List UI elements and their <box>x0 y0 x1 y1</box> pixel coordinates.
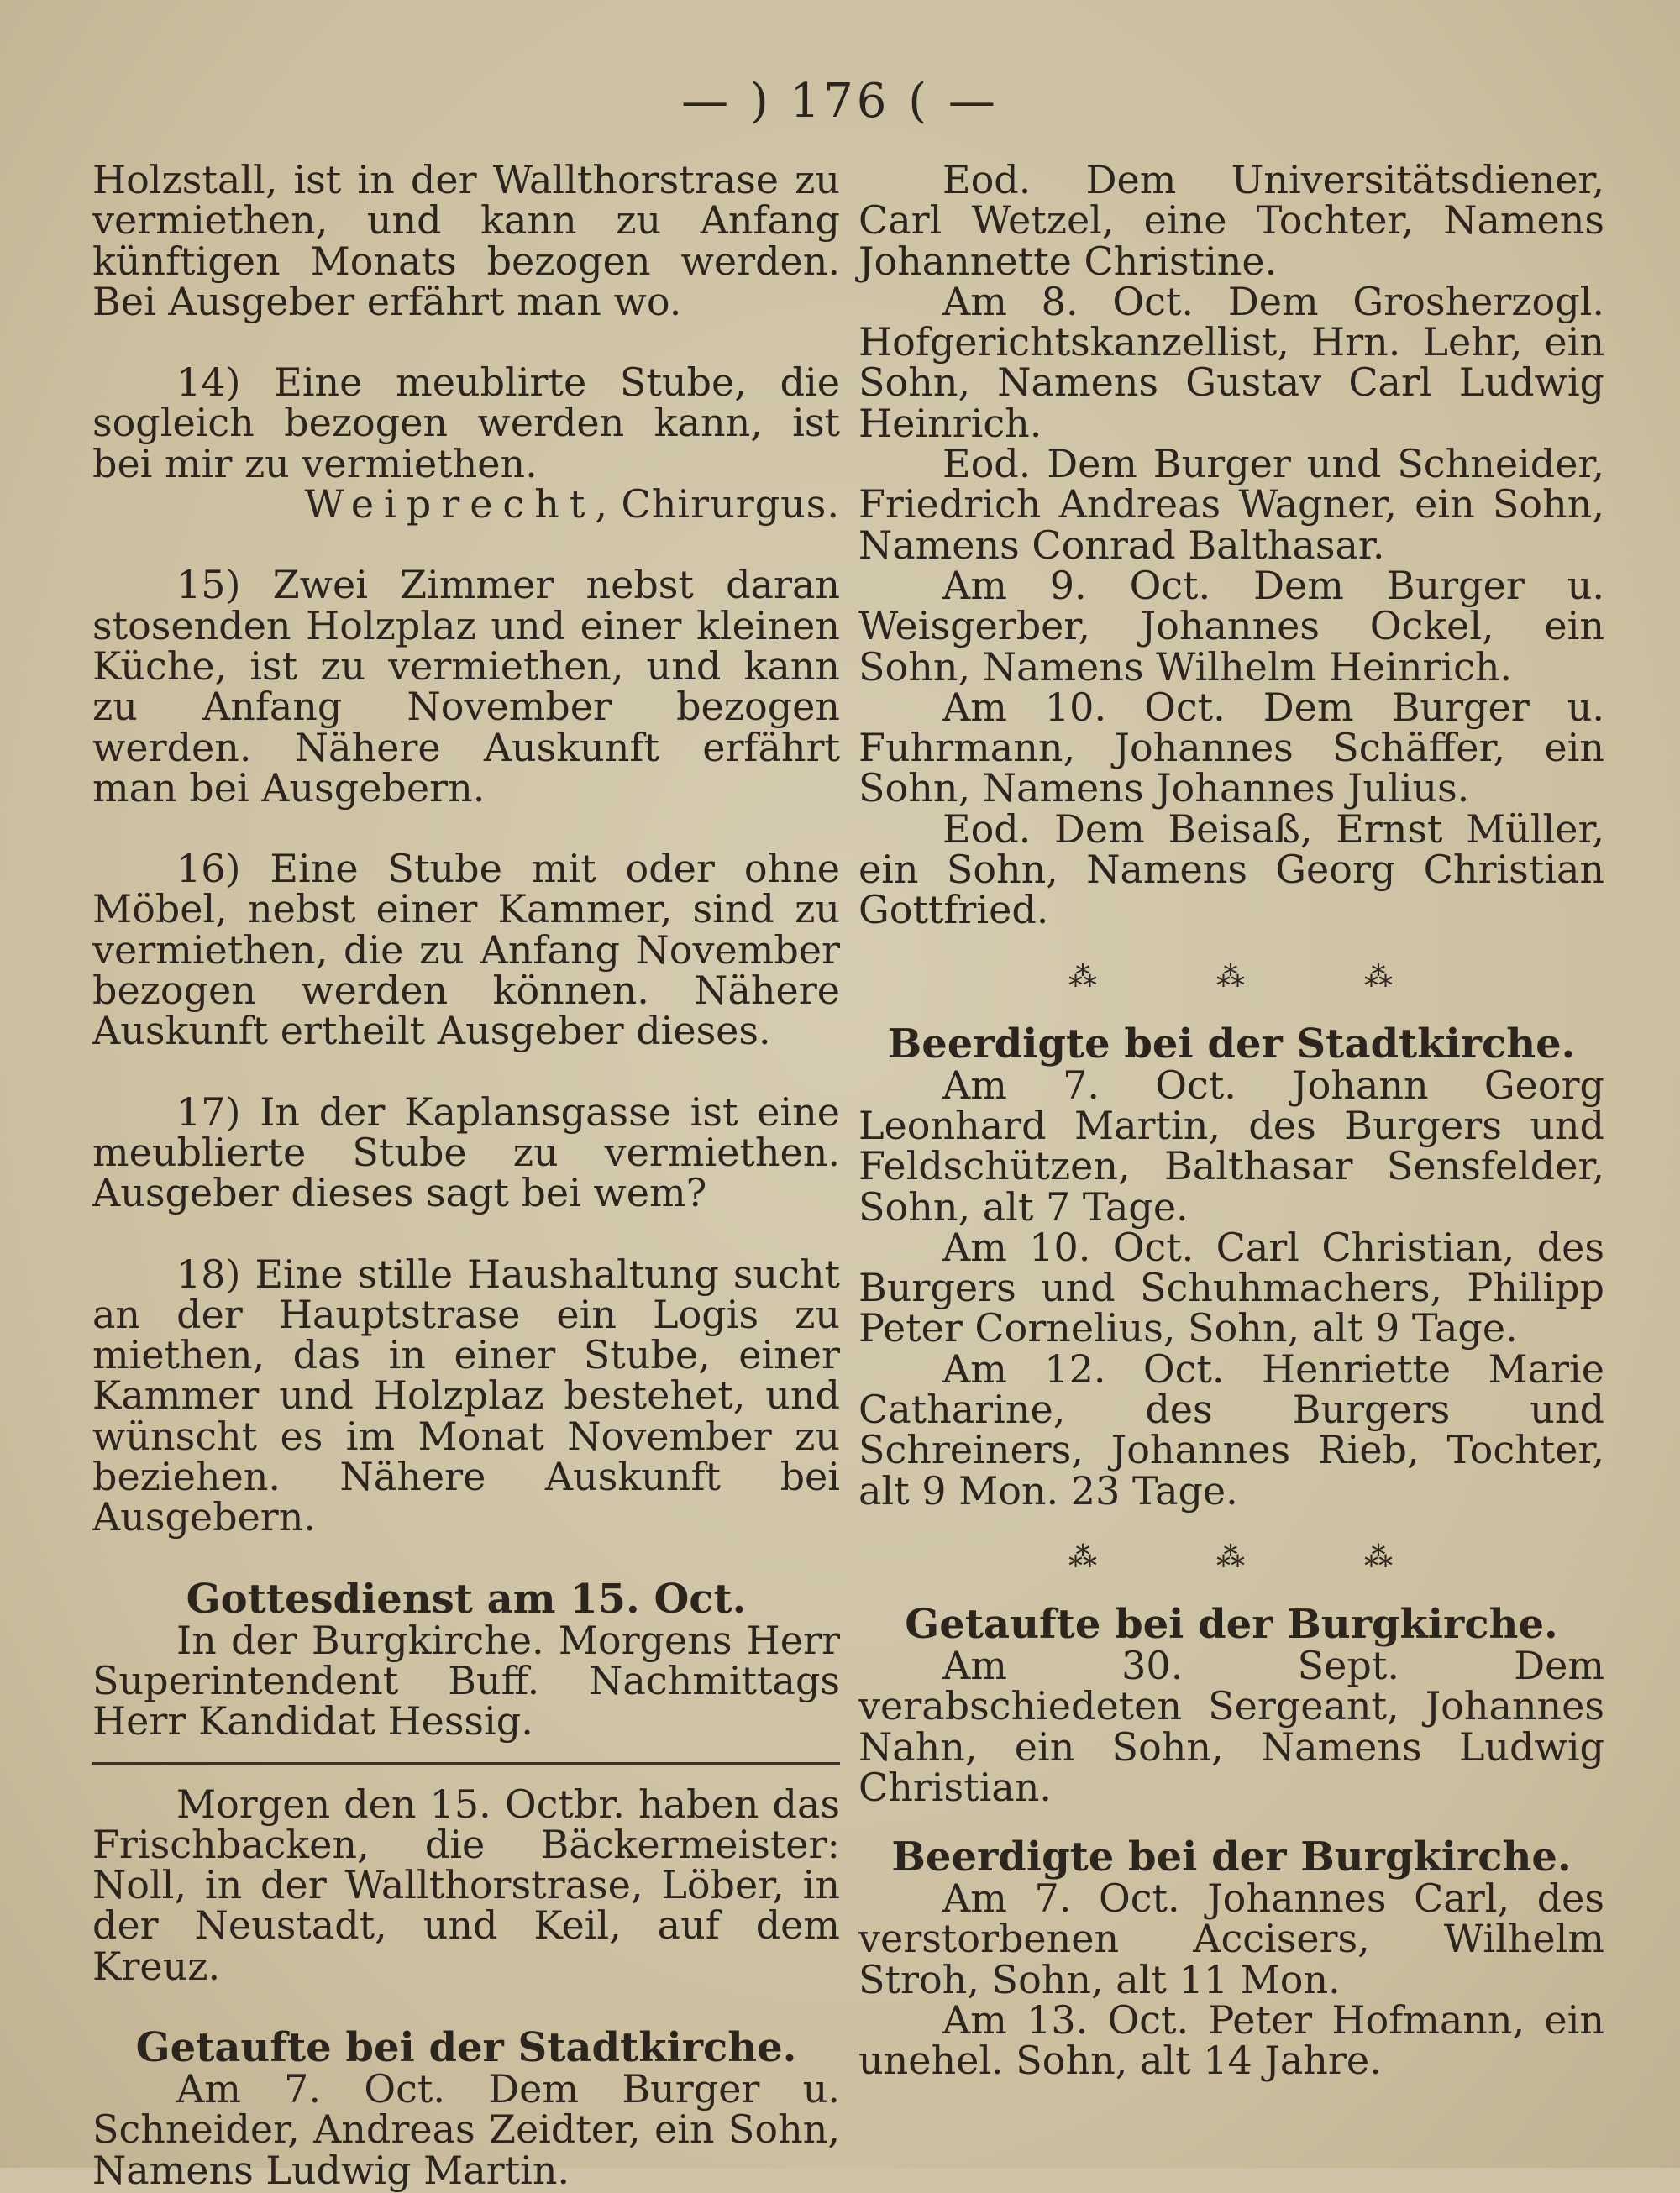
burial-entry: Am 7. Oct. Johannes Carl, des verstorbenen Accisers, Wilhelm Stroh, Sohn, alt 11 Mon. <box>858 1876 1604 2002</box>
divider <box>92 1762 840 1765</box>
ad-16: 16) Eine Stube mit oder ohne Möbel, nebst einer Kammer, sind zu vermiethen, die zu Anfang November bezogen werden können. Nähere Auskunft ertheilt Ausgeber dieses. <box>92 846 840 1054</box>
page-number: — ) 176 ( — <box>681 74 999 129</box>
burial-entry: Am 7. Oct. Johann Georg Leonhard Martin, des Burgers und Feldschützen, Balthasar Sensfelder, Sohn, alt 7 Tage. <box>858 1062 1604 1230</box>
baptism-entry: Am 8. Oct. Dem Grosherzogl. Hofgerichtskanzellist, Hrn. Lehr, ein Sohn, Namens Gustav Carl Ludwig Heinrich. <box>858 278 1604 446</box>
ad-17: 17) In der Kaplansgasse ist eine meublierte Stube zu vermiethen. Ausgeber dieses sagt bei wem? <box>92 1089 840 1216</box>
buried-castle-heading: Beerdigte bei der Burgkirche. <box>891 1834 1572 1881</box>
asterism-ornament: ⁂ <box>1216 1540 1247 1574</box>
asterism-ornament: ⁂ <box>1364 959 1394 994</box>
service-text: In der Burgkirche. Morgens Herr Superintendent Buff. Nachmittags Herr Kandidat Hessig. <box>92 1617 840 1744</box>
asterism-divider <box>858 931 1604 1023</box>
baptism-entry: Eod. Dem Burger und Schneider, Friedrich Andreas Wagner, ein Sohn, Namens Conrad Balthasar. <box>858 441 1604 568</box>
right-column <box>858 157 1604 2084</box>
burial-entry: Am 13. Oct. Peter Hofmann, ein unehel. Sohn, alt 14 Jahre. <box>858 1996 1604 2084</box>
asterism-ornament: ⁂ <box>1216 959 1247 994</box>
ad-18: 18) Eine stille Haushaltung sucht an der Hauptstrase ein Logis zu miethen, das in einer Stube, einer Kammer und Holzplaz bestehet, und wünscht es im Monat November zu beziehen. Nähere Auskunft bei Ausgebern. <box>92 1251 840 1540</box>
baptism-entry: Eod. Dem Universitätsdiener, Carl Wetzel, eine Tochter, Namens Johannette Christine. <box>858 157 1604 284</box>
signature-title: , Chirurgus. <box>595 481 840 527</box>
service-heading: Gottesdienst am 15. Oct. <box>186 1575 747 1623</box>
burial-entry: Am 12. Oct. Henriette Marie Catharine, des Burgers und Schreiners, Johannes Rieb, Tochter, alt 9 Mon. 23 Tage. <box>858 1346 1604 1514</box>
burial-entry: Am 10. Oct. Carl Christian, des Burgers und Schuhmachers, Philipp Peter Cornelius, Sohn, alt 9 Tage. <box>858 1224 1604 1351</box>
baptism-entry: Eod. Dem Beisaß, Ernst Müller, ein Sohn, Namens Georg Christian Gottfried. <box>858 805 1604 933</box>
baptism-entry: Am 10. Oct. Dem Burger u. Fuhrmann, Johannes Schäffer, ein Sohn, Namens Johannes Julius. <box>858 684 1604 811</box>
asterism-ornament: ⁂ <box>1364 1540 1394 1574</box>
baptism-entry: Am 9. Oct. Dem Burger u. Weisgerber, Johannes Ockel, ein Sohn, Namens Wilhelm Heinrich. <box>858 562 1604 690</box>
ad-14: 14) Eine meublirte Stube, die sogleich bezogen werden kann, ist bei mir zu vermiethen. <box>92 359 840 486</box>
bakers-notice: Morgen den 15. Octbr. haben das Frischbacken, die Bäckermeister: Noll, in der Wallthorstrase, Löber, in der Neustadt, und Keil, auf dem Kreuz. <box>92 1781 840 1989</box>
asterism-ornament: ⁂ <box>1068 959 1099 994</box>
ad-14-signature <box>92 481 840 527</box>
ad-continued: Holzstall, ist in der Wallthorstrase zu vermiethen, und kann zu Anfang künftigen Monats bezogen werden. Bei Ausgeber erfährt man wo. <box>92 157 840 324</box>
signature-name: Weiprecht <box>304 481 596 527</box>
baptized-city-heading: Getaufte bei der Stadtkirche. <box>135 2023 797 2071</box>
baptism-entry: Am 30. Sept. Dem verabschiedeten Sergeant, Johannes Nahn, ein Sohn, Namens Ludwig Christian. <box>858 1642 1604 1810</box>
asterism-ornament: ⁂ <box>1068 1540 1099 1574</box>
buried-city-heading: Beerdigte bei der Stadtkirche. <box>887 1020 1576 1068</box>
baptism-entry: Am 7. Oct. Dem Burger u. Schneider, Andreas Zeidter, ein Sohn, Namens Ludwig Martin. <box>92 2065 840 2193</box>
ad-15: 15) Zwei Zimmer nebst daran stosenden Holzplaz und einer kleinen Küche, ist zu vermiethen, und kann zu Anfang November bezogen werden. Nähere Auskunft erfährt man bei Ausgebern. <box>92 562 840 811</box>
left-column <box>92 157 840 2193</box>
baptized-castle-heading: Getaufte bei der Burgkirche. <box>905 1600 1558 1648</box>
asterism-divider <box>858 1511 1604 1603</box>
